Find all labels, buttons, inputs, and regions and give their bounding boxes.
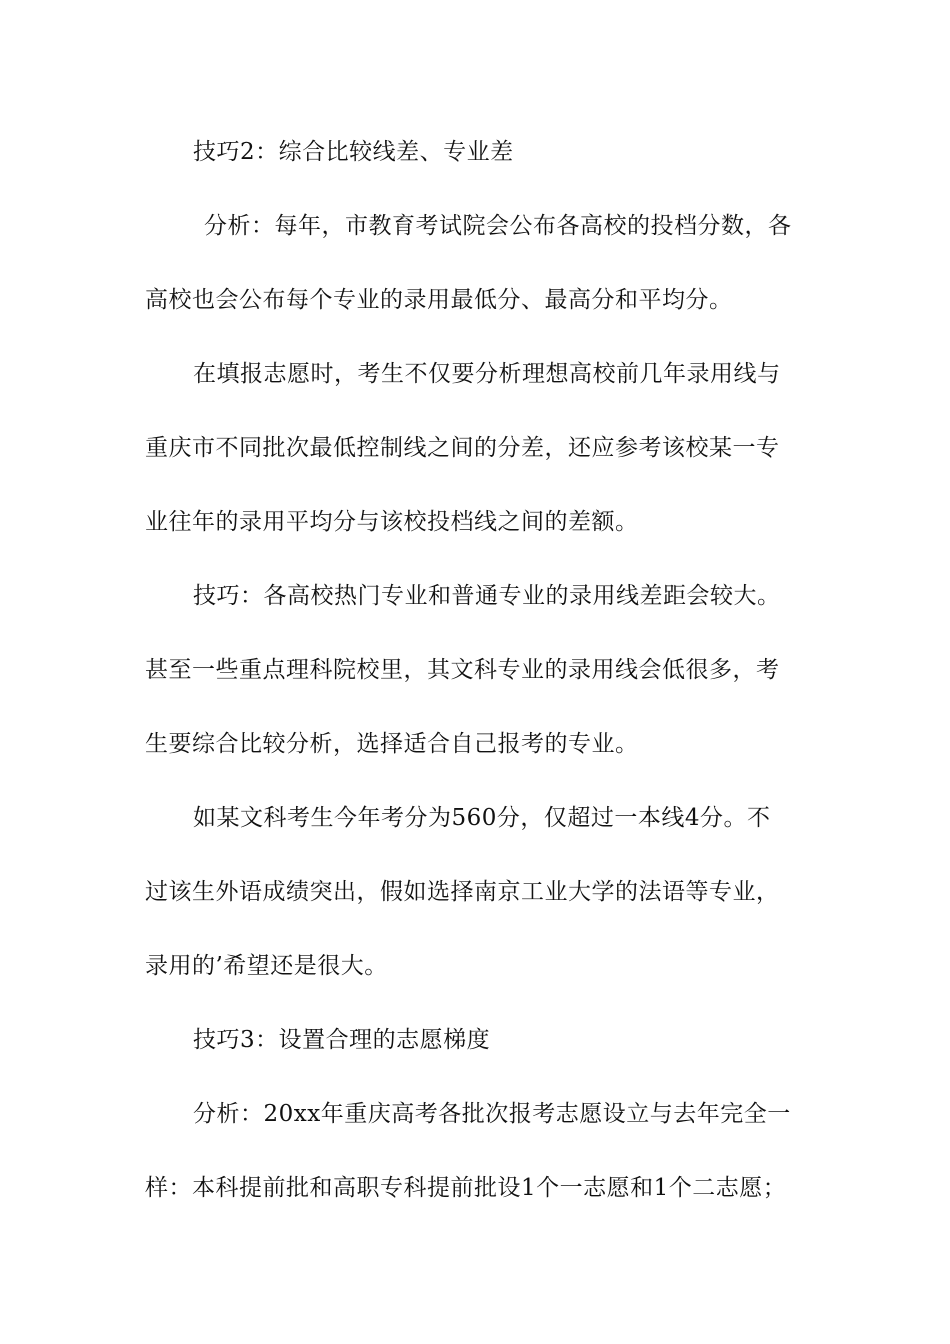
paragraph-line: 业往年的录用平均分与该校投档线之间的差额。 <box>145 509 639 535</box>
paragraph-line: 在填报志愿时，考生不仅要分析理想高校前几年录用线与 <box>193 361 781 387</box>
paragraph-line: 生要综合比较分析，选择适合自己报考的专业。 <box>145 731 639 757</box>
paragraph-line: 分析：每年，市教育考试院会公布各高校的投档分数，各 <box>204 213 792 239</box>
paragraph-line: 技巧：各高校热门专业和普通专业的录用线差距会较大。 <box>193 583 781 609</box>
heading-tip-3: 技巧3：设置合理的志愿梯度 <box>193 1027 491 1053</box>
paragraph-line: 录用的’希望还是很大。 <box>145 953 388 979</box>
paragraph-line: 分析：20xx年重庆高考各批次报考志愿设立与去年完全一 <box>193 1101 791 1127</box>
paragraph-line: 重庆市不同批次最低控制线之间的分差，还应参考该校某一专 <box>145 435 780 461</box>
paragraph-line: 如某文科考生今年考分为560分，仅超过一本线4分。不 <box>193 805 771 831</box>
heading-tip-2: 技巧2：综合比较线差、专业差 <box>193 139 514 165</box>
paragraph-line: 高校也会公布每个专业的录用最低分、最高分和平均分。 <box>145 287 733 313</box>
paragraph-line: 过该生外语成绩突出，假如选择南京工业大学的法语等专业， <box>145 879 780 905</box>
paragraph-line: 样：本科提前批和高职专科提前批设1个一志愿和1个二志愿； <box>145 1175 787 1201</box>
paragraph-line: 甚至一些重点理科院校里，其文科专业的录用线会低很多，考 <box>145 657 780 683</box>
